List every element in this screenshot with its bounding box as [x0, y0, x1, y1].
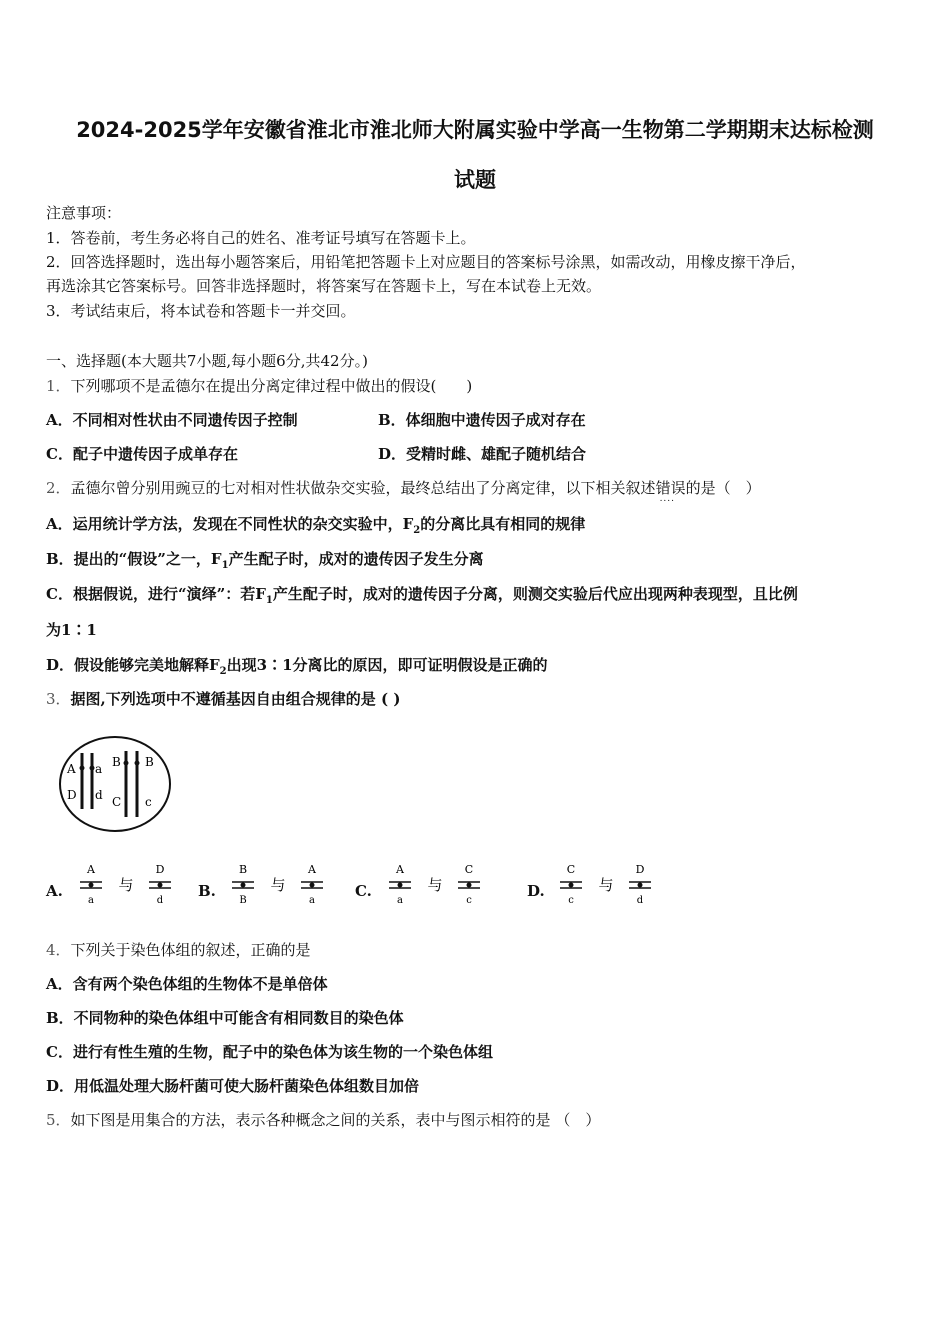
centromere — [90, 766, 95, 771]
question-1-option-c: C．配子中遗传因子成单存在 — [46, 445, 238, 463]
gene-top-left: A — [87, 863, 95, 876]
question-3-text: 据图,下列选项中不遵循基因自由组合规律的是 ( ) — [70, 690, 401, 708]
question-4-option-b: B．不同物种的染色体组中可能含有相同数目的染色体 — [46, 1009, 404, 1027]
question-4-option-d: D．用低温处理大肠杆菌可使大肠杆菌染色体组数目加倍 — [46, 1077, 420, 1095]
connector-text: 与 — [118, 876, 134, 894]
question-3-option-c-figure — [383, 862, 493, 908]
question-3-option-d-label: D. — [527, 882, 545, 900]
question-3-option-b-label: B. — [198, 882, 216, 900]
question-4-option-c: C．进行有性生殖的生物，配子中的染色体为该生物的一个染色体组 — [46, 1043, 493, 1061]
connector-text: 与 — [598, 876, 614, 894]
centromere — [80, 766, 85, 771]
question-2-option-a: A．运用统计学方法，发现在不同性状的杂交实验中，$F_2$的分离比具有相同的规律 — [46, 515, 586, 536]
gene-label-d: d — [95, 788, 103, 802]
question-1-option-d: D．受精时雌、雄配子随机结合 — [378, 445, 587, 463]
gene-top-right: C — [464, 863, 474, 876]
cell-chromosome-diagram — [56, 733, 176, 835]
question-4-number: 4． — [46, 941, 71, 959]
gene-bottom-left: B — [239, 895, 247, 906]
question-1-number: 1． — [46, 377, 71, 395]
gene-top-left: C — [566, 863, 576, 876]
notice-item-2: 2．回答选择题时，选出每小题答案后，用铅笔把答题卡上对应题目的答案标号涂黑，如需改动，用橡皮擦干净后， — [46, 253, 806, 271]
question-2-text-pre: 孟德尔曾分别用豌豆的七对相对性状做杂交实验，最终总结出了分离定律，以下相关叙述 — [70, 479, 656, 497]
question-1-stem — [46, 376, 472, 396]
question-2-option-d: D．假设能够完美地解释$F_2$出现3∶1分离比的原因，即可证明假设是正确的 — [46, 656, 548, 677]
gene-label-a: a — [95, 762, 103, 776]
question-3-stem — [46, 689, 400, 709]
question-3-number: 3． — [46, 690, 71, 708]
question-3-option-c-label: C. — [355, 882, 372, 900]
notice-item-1: 1．答卷前，考生务必将自己的姓名、准考证号填写在答题卡上。 — [46, 229, 476, 247]
question-1-text: 下列哪项不是孟德尔在提出分离定律过程中做出的假设( ) — [70, 377, 473, 395]
question-5-stem — [46, 1110, 600, 1130]
section-heading: 一、选择题(本大题共7小题,每小题6分,共42分。) — [46, 352, 368, 370]
gene-label-D: D — [67, 788, 77, 802]
gene-top-right: D — [635, 863, 645, 876]
question-1-option-a: A．不同相对性状由不同遗传因子控制 — [46, 411, 298, 429]
gene-top-right: D — [155, 863, 165, 876]
question-3-option-b-figure — [226, 862, 336, 908]
question-3-option-a-label: A. — [46, 882, 63, 900]
question-2-option-c: C．根据假说，进行“演绎”：若$F_1$产生配子时，成对的遗传因子分离，则测交实验后代应出现两种表现型，且比例 — [46, 585, 798, 606]
question-2-stem — [46, 478, 761, 498]
gene-top-right: A — [308, 863, 316, 876]
gene-bottom-right: c — [466, 895, 472, 906]
notice-item-3: 3．考试结束后，将本试卷和答题卡一并交回。 — [46, 302, 356, 320]
centromere — [135, 761, 140, 766]
gene-bottom-left: a — [88, 895, 94, 906]
question-1-option-b: B．体细胞中遗传因子成对存在 — [378, 411, 586, 429]
question-2-option-c-cont: 为1∶1 — [46, 621, 97, 639]
centromere — [124, 761, 129, 766]
gene-top-left: A — [396, 863, 404, 876]
question-2-number: 2． — [46, 479, 71, 497]
exam-title-line2: 试题 — [454, 168, 496, 192]
gene-label-C: C — [112, 795, 122, 809]
question-3-option-d-figure — [554, 862, 664, 908]
question-4-stem — [46, 940, 311, 960]
question-2-text-post: 的是（ ） — [685, 479, 761, 497]
cell-outline — [60, 737, 170, 831]
question-2-emphasis: 错误 .... — [656, 479, 686, 497]
question-4-text: 下列关于染色体组的叙述，正确的是 — [70, 941, 311, 959]
gene-bottom-right: a — [309, 895, 315, 906]
gene-label-c: c — [145, 795, 152, 809]
gene-bottom-left: a — [397, 895, 403, 906]
notice-item-2-cont: 再选涂其它答案标号。回答非选择题时，将答案写在答题卡上，写在本试卷上无效。 — [46, 277, 602, 295]
gene-bottom-left: c — [568, 895, 574, 906]
question-2-option-b: B．提出的“假设”之一，$F_1$产生配子时，成对的遗传因子发生分离 — [46, 550, 484, 571]
question-5-number: 5． — [46, 1111, 71, 1129]
gene-label-B-left: B — [112, 755, 121, 769]
question-5-text: 如下图是用集合的方法，表示各种概念之间的关系，表中与图示相符的是 （ ） — [70, 1111, 601, 1129]
gene-label-A: A — [67, 762, 76, 776]
question-4-option-a: A．含有两个染色体组的生物体不是单倍体 — [46, 975, 328, 993]
question-3-option-a-figure — [74, 862, 184, 908]
gene-top-left: B — [238, 863, 248, 876]
gene-label-B-right: B — [145, 755, 154, 769]
exam-title-line1: 2024-2025学年安徽省淮北市淮北师大附属实验中学高一生物第二学期期末达标检测 — [76, 118, 874, 142]
gene-bottom-right: d — [636, 895, 644, 906]
notice-heading: 注意事项： — [46, 204, 122, 222]
connector-text: 与 — [270, 876, 286, 894]
connector-text: 与 — [427, 876, 443, 894]
gene-bottom-right: d — [156, 895, 164, 906]
